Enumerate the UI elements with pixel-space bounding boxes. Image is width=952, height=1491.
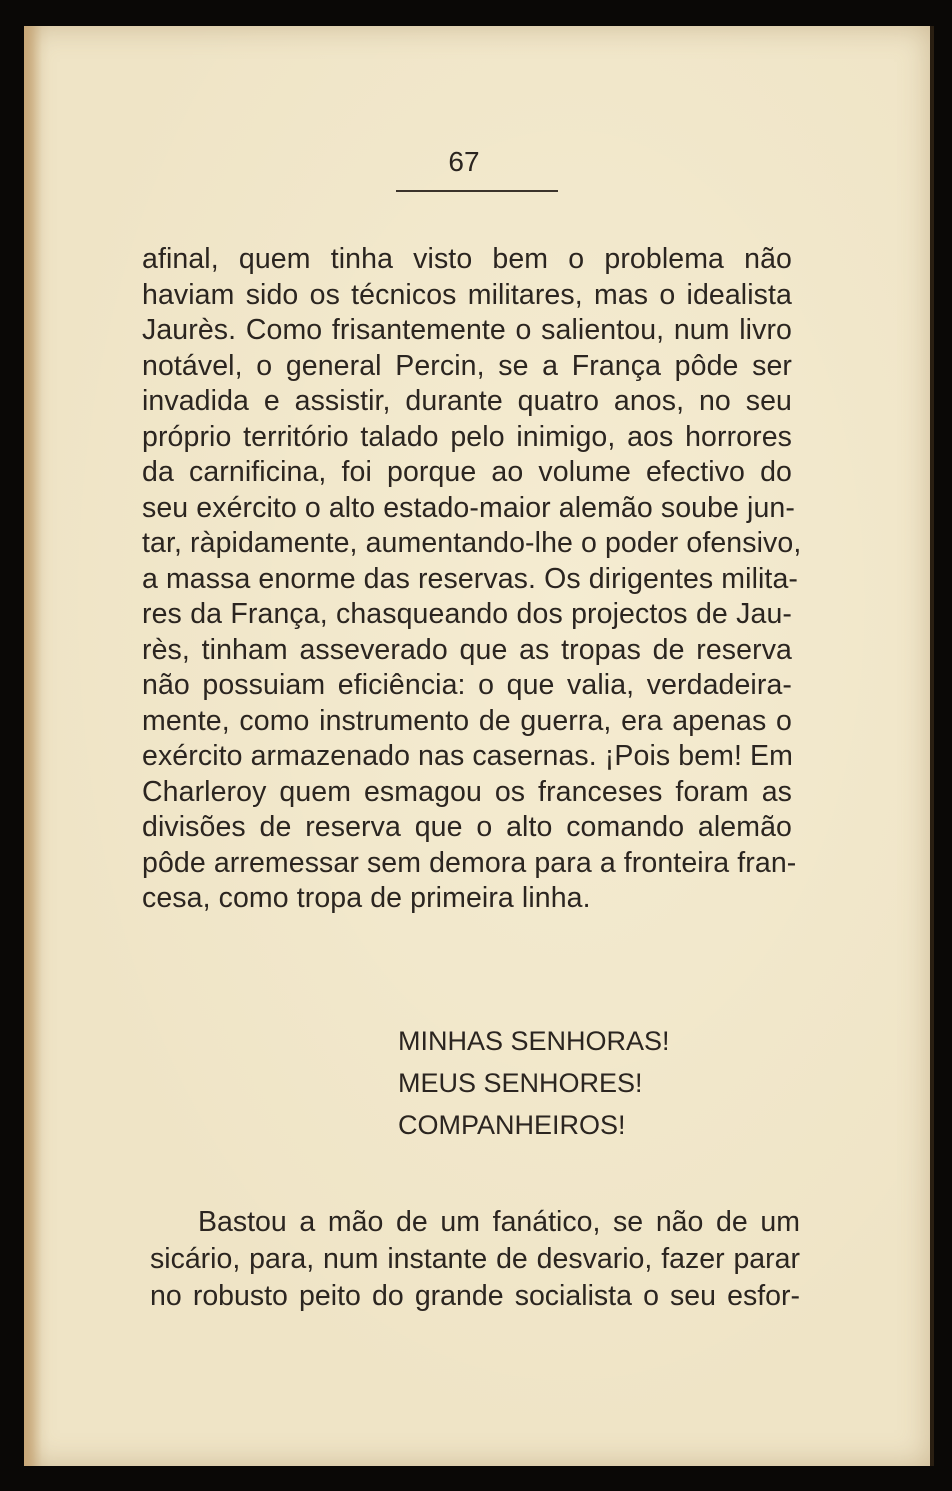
spine-shadow: [24, 26, 42, 1466]
salutation-ladies: MINHAS SENHORAS!: [398, 1026, 670, 1056]
body-line: tar, ràpidamente, aumentando-lhe o poder ofensivo,: [142, 527, 802, 559]
page-number: 67: [448, 146, 480, 177]
salutation-gentlemen: MEUS SENHORES!: [398, 1068, 643, 1098]
body-line: próprio território talado pelo inimigo, aos horrores: [142, 420, 792, 453]
header-rule: [396, 190, 558, 192]
book-page: [24, 26, 934, 1466]
body-line: não possuiam eficiência: o que valia, verdadeira-: [142, 669, 792, 701]
body-line: rès, tinham asseverado que as tropas de reserva: [142, 633, 792, 666]
body-line: Charleroy quem esmagou os franceses foram as: [142, 775, 792, 808]
body-line: cesa, como tropa de primeira linha.: [142, 882, 591, 914]
salutation-comrades: COMPANHEIROS!: [398, 1110, 626, 1140]
paragraph-line: sicário, para, num instante de desvario, fazer parar: [150, 1243, 800, 1275]
body-line: pôde arremessar sem demora para a fronteira fran-: [142, 846, 797, 879]
body-line: da carnificina, foi porque ao volume efectivo do: [142, 456, 792, 488]
body-paragraph: [142, 242, 802, 917]
paragraph-line: Bastou a mão de um fanático, se não de um: [198, 1206, 800, 1238]
body-line: seu exército o alto estado-maior alemão soube jun-: [142, 491, 795, 524]
body-line: invadida e assistir, durante quatro anos, no seu: [142, 385, 792, 417]
body-line: Jaurès. Como frisantemente o salientou, num livro: [142, 314, 792, 346]
body-line: afinal, quem tinha visto bem o problema não: [142, 243, 792, 275]
body-line: divisões de reserva que o alto comando alemão: [142, 811, 792, 843]
body-line: exército armazenado nas casernas. ¡Pois bem! Em: [142, 740, 793, 772]
body-line: notável, o general Percin, se a França pôde ser: [142, 349, 792, 382]
body-line: res da França, chasqueando dos projectos de Jau-: [142, 598, 792, 630]
second-paragraph: [150, 1204, 800, 1315]
body-line: a massa enorme das reservas. Os dirigentes milita-: [142, 562, 798, 595]
paragraph-line: no robusto peito do grande socialista o seu esfor-: [150, 1280, 800, 1312]
salutation-block: [398, 1020, 670, 1146]
body-line: haviam sido os técnicos militares, mas o idealista: [142, 278, 792, 311]
body-line: mente, como instrumento de guerra, era apenas o: [142, 704, 792, 737]
